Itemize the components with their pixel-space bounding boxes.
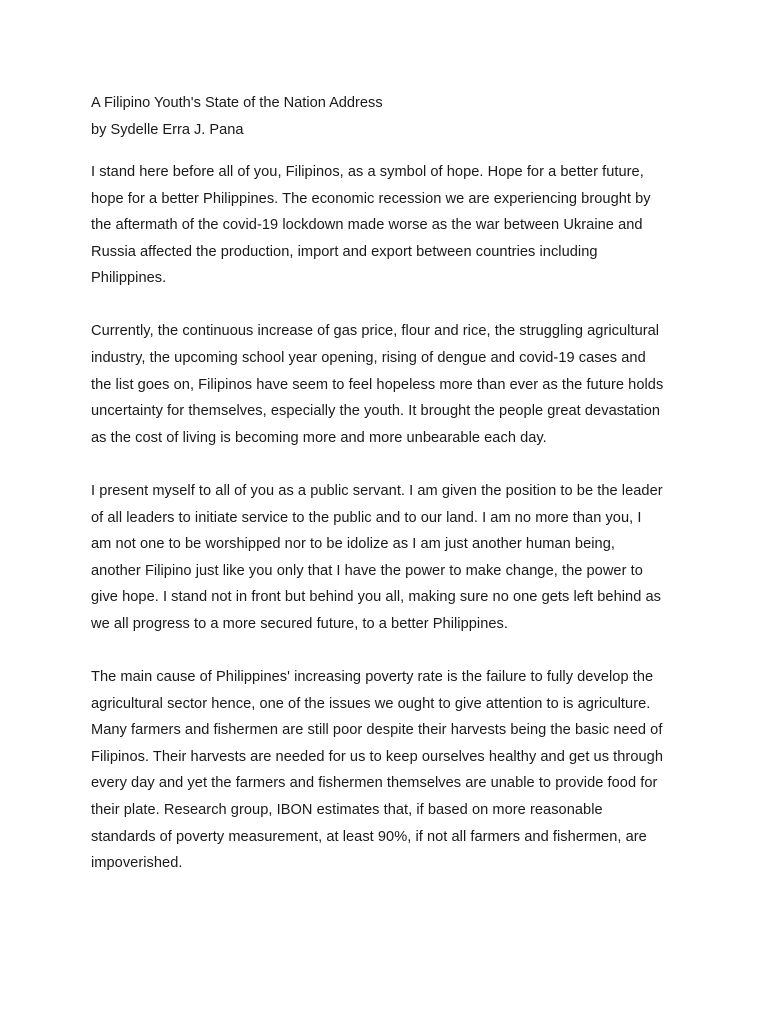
paragraph-3 bbox=[91, 478, 701, 638]
document-page bbox=[91, 90, 701, 903]
document-heading bbox=[91, 90, 701, 144]
paragraph-line: Russia affected the production, import and export between countries including bbox=[91, 243, 598, 260]
paragraph-line: standards of poverty measurement, at least 90%, if not all farmers and fishermen, are bbox=[91, 828, 647, 845]
paragraph-line: their plate. Research group, IBON estimates that, if based on more reasonable bbox=[91, 801, 603, 818]
paragraph-line: we all progress to a more secured future, to a better Philippines. bbox=[91, 615, 509, 632]
paragraph-line: agricultural sector hence, one of the issues we ought to give attention to is agriculture. bbox=[91, 695, 651, 712]
paragraph-line: The main cause of Philippines' increasing poverty rate is the failure to fully develop the bbox=[91, 669, 654, 685]
paragraph-line: industry, the upcoming school year opening, rising of dengue and covid-19 cases and bbox=[91, 350, 646, 367]
paragraph-line: am not one to be worshipped nor to be idolize as I am just another human being, bbox=[91, 536, 615, 553]
paragraph-line: Filipinos. Their harvests are needed for us to keep ourselves healthy and get us through bbox=[91, 748, 664, 765]
paragraph-line: Currently, the continuous increase of gas price, flour and rice, the struggling agricultural bbox=[91, 323, 660, 340]
paragraph-line: of all leaders to initiate service to the public and to our land. I am no more than you, I bbox=[91, 509, 642, 526]
paragraph-4 bbox=[91, 664, 701, 877]
paragraph-line: uncertainty for themselves, especially the youth. It brought the people great devastation bbox=[91, 403, 661, 420]
paragraph-2 bbox=[91, 318, 701, 451]
paragraph-line: hope for a better Philippines. The economic recession we are experiencing brought by bbox=[91, 190, 651, 207]
paragraph-line: every day and yet the farmers and fishermen themselves are unable to provide food for bbox=[91, 775, 658, 792]
paragraph-line: another Filipino just like you only that I have the power to make change, the power to bbox=[91, 562, 643, 579]
paragraph-line: as the cost of living is becoming more and more unbearable each day. bbox=[91, 429, 547, 446]
document-title: A Filipino Youth's State of the Nation Address bbox=[91, 95, 383, 111]
paragraph-line: Philippines. bbox=[91, 270, 167, 287]
paragraph-1 bbox=[91, 159, 701, 292]
paragraph-line: Many farmers and fishermen are still poor despite their harvests being the basic need of bbox=[91, 722, 663, 739]
paragraph-line: impoverished. bbox=[91, 855, 183, 872]
paragraph-line: I present myself to all of you as a public servant. I am given the position to be the leader bbox=[91, 482, 663, 499]
paragraph-line: give hope. I stand not in front but behind you all, making sure no one gets left behind as bbox=[91, 589, 661, 606]
paragraph-line: the list goes on, Filipinos have seem to feel hopeless more than ever as the future holds bbox=[91, 376, 664, 393]
paragraph-line: the aftermath of the covid-19 lockdown made worse as the war between Ukraine and bbox=[91, 217, 643, 234]
document-byline: by Sydelle Erra J. Pana bbox=[91, 122, 244, 138]
paragraph-line: I stand here before all of you, Filipinos, as a symbol of hope. Hope for a better future, bbox=[91, 164, 644, 180]
